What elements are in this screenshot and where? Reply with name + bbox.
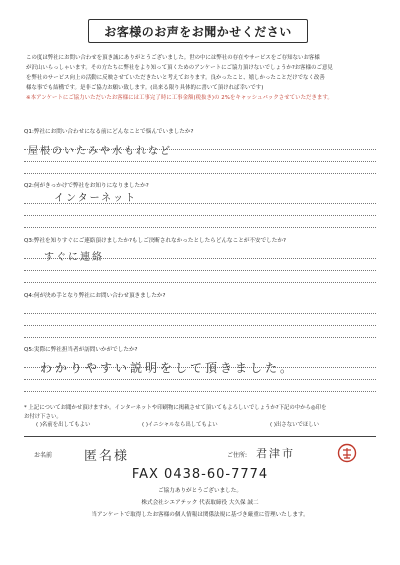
intro-line: 様な事でも結構です。是非ご協力お願い致します。(出来る限り具体的に書いて頂ければ幸いです) xyxy=(26,85,264,91)
answer-area[interactable] xyxy=(24,192,376,228)
handwritten-answer: 屋根のいたみや水もれなど xyxy=(28,146,172,157)
intro-line: が沢山いらっしゃいます。その方たちに弊社をより知って頂くためのアンケートにご協力頂けないでしょうか?お客様のご意見 xyxy=(26,65,333,71)
answer-area[interactable] xyxy=(24,356,376,392)
question-2 xyxy=(24,182,376,228)
question-label: Q3:弊社を知りすぐにご連絡頂けましたか?もしご決断されなかったとしたらどんなことが不安でしたか? xyxy=(24,238,286,244)
question-3 xyxy=(24,237,376,283)
address-value[interactable]: 君津市 xyxy=(256,447,295,460)
answer-area[interactable] xyxy=(24,138,376,174)
seal-stamp-icon xyxy=(337,443,357,463)
privacy-text: 当アンケートで取得したお客様の個人情報は関係法規に基づき厳重に管理いたします。 xyxy=(91,512,309,518)
consent-line: * 上記についてお聞かせ頂けますか。インターネットや印刷物に掲載させて頂いてもよろしいでしょうか?下記の中から◎印を xyxy=(24,405,327,411)
question-label: Q5:実際に弊社担当者が訪問いかがでしたか? xyxy=(24,347,138,353)
divider xyxy=(24,436,376,437)
name-value[interactable]: 匿名様 xyxy=(84,449,130,464)
question-5 xyxy=(24,346,376,392)
handwritten-answer: わかりやすい説明をして頂きました。 xyxy=(40,361,296,375)
intro-line: この度は弊社にお問い合わせを頂き誠にありがとうございました。世の中には弊社の存在やサービスをご存知ないお客様 xyxy=(26,55,320,61)
option-initial-ok[interactable]: ( )イニシャルなら出してもよい xyxy=(142,422,218,428)
consent-options xyxy=(24,420,376,430)
intro-line: を弊社のサービス向上の活動に反映させていただきたいと考えております。良かったこと、嬉しかったことだけでなく改善 xyxy=(26,75,325,81)
fax-number: FAX 0438-60-7774 xyxy=(131,467,269,482)
intro-text xyxy=(26,53,378,103)
consent-line: お付け下さい。 xyxy=(24,414,62,420)
name-row xyxy=(24,440,376,470)
question-label: Q2:何がきっかけで弊社をお知りになりましたか? xyxy=(24,183,149,189)
question-4 xyxy=(24,292,376,338)
cashback-note: ※本アンケートにご協力いただいたお客様には工事完了時に工事金額(税抜き)の 2%をキャッシュバックさせていただきます。 xyxy=(26,95,333,101)
handwritten-answer: すぐに連絡 xyxy=(44,252,104,263)
question-label: Q4:何が決め手となり弊社にお問い合わせ頂きましたか? xyxy=(24,293,166,299)
name-label: お名前 xyxy=(34,452,53,459)
question-1 xyxy=(24,128,376,174)
option-name-ok[interactable]: ( )名前を出してもよい xyxy=(36,422,91,428)
thanks-text: ご協力ありがとうございました。 xyxy=(158,488,242,494)
answer-area[interactable] xyxy=(24,247,376,283)
handwritten-answer: インターネット xyxy=(54,193,138,204)
address-label: ご住所: xyxy=(227,452,248,459)
answer-area[interactable] xyxy=(24,302,376,338)
company-text: 株式会社シエアテック 代表取締役 大久保 誠二 xyxy=(141,500,259,506)
question-label: Q1:弊社にお問い合わせになる前にどんなことで悩んでいましたか? xyxy=(24,129,194,135)
page-title: お客様のお声をお聞かせください xyxy=(88,19,308,43)
option-no-name[interactable]: ( )出さないでほしい xyxy=(270,422,320,428)
